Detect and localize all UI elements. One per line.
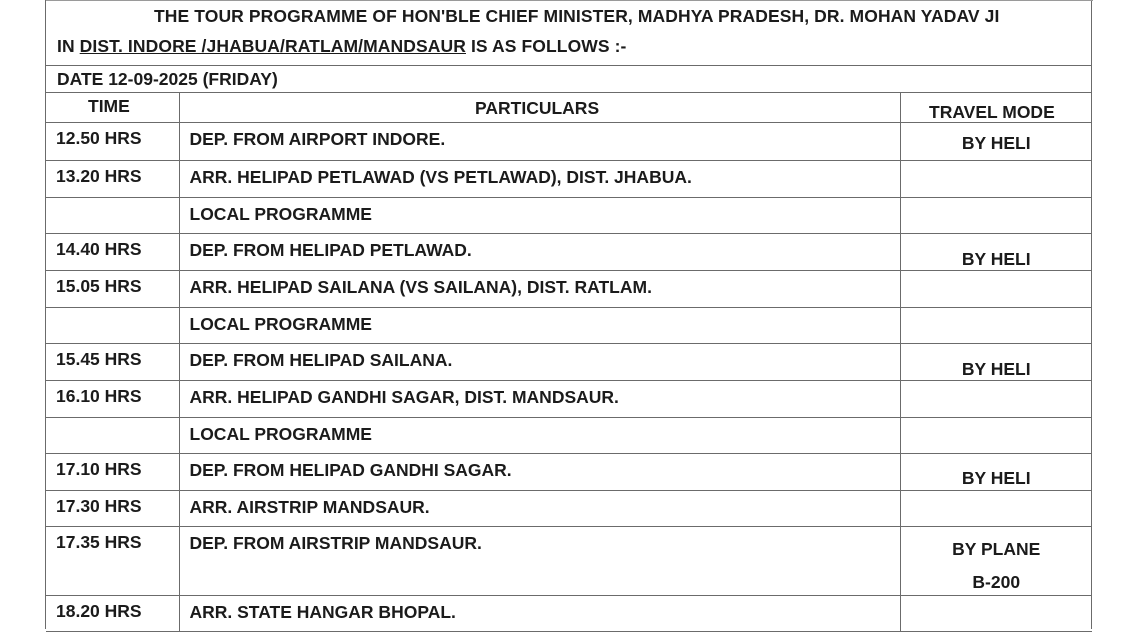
document-header <box>46 0 1091 66</box>
schedule-time: 17.10 HRS <box>46 453 179 490</box>
schedule-travel-mode <box>900 417 1092 453</box>
schedule-travel-mode <box>900 197 1092 233</box>
schedule-time: 16.10 HRS <box>46 380 179 417</box>
travel-mode-label: BY HELI <box>961 248 1031 269</box>
schedule-time <box>46 417 179 453</box>
schedule-time: 12.50 HRS <box>46 123 179 160</box>
column-header-particulars-label: PARTICULARS <box>475 98 600 118</box>
schedule-row <box>46 595 1092 631</box>
schedule-particulars: ARR. HELIPAD GANDHI SAGAR, DIST. MANDSAUR. <box>179 380 900 417</box>
schedule-travel-mode <box>900 270 1092 307</box>
schedule-particulars: LOCAL PROGRAMME <box>179 197 900 233</box>
schedule-time: 13.20 HRS <box>46 160 179 197</box>
column-header-time <box>46 93 179 123</box>
column-divider <box>900 93 901 123</box>
column-header-particulars <box>179 93 900 123</box>
column-header-travel-mode-label: TRAVEL MODE <box>929 102 1055 122</box>
travel-mode-label: BY PLANE <box>952 538 1041 559</box>
schedule-particulars: ARR. HELIPAD SAILANA (VS SAILANA), DIST. RATLAM. <box>179 270 900 307</box>
schedule-travel-mode <box>900 233 1092 270</box>
schedule-row <box>46 233 1092 270</box>
schedule-time: 17.35 HRS <box>46 526 179 595</box>
schedule-travel-mode <box>900 343 1092 380</box>
schedule-row <box>46 123 1092 160</box>
travel-mode-label: BY HELI <box>961 467 1031 488</box>
schedule-time <box>46 197 179 233</box>
schedule-travel-mode <box>900 490 1092 526</box>
schedule-travel-mode <box>900 123 1092 160</box>
schedule-travel-mode <box>900 380 1092 417</box>
header-title: THE TOUR PROGRAMME OF HON'BLE CHIEF MINISTER, MADHYA PRADESH, DR. MOHAN YADAV JI <box>154 6 1000 26</box>
schedule-particulars: ARR. HELIPAD PETLAWAD (VS PETLAWAD), DIST. JHABUA. <box>179 160 900 197</box>
schedule-travel-mode <box>900 453 1092 490</box>
schedule-travel-mode <box>900 307 1092 343</box>
schedule-time: 15.05 HRS <box>46 270 179 307</box>
schedule-time <box>46 307 179 343</box>
header-districts: DIST. INDORE /JHABUA/RATLAM/MANDSAUR <box>79 36 466 56</box>
schedule-time: 14.40 HRS <box>46 233 179 270</box>
schedule-row <box>46 160 1092 197</box>
schedule-particulars: ARR. STATE HANGAR BHOPAL. <box>179 595 900 631</box>
schedule-row <box>46 307 1092 343</box>
travel-mode-label: BY HELI <box>961 358 1031 379</box>
column-header-time-label: TIME <box>88 96 130 116</box>
schedule-travel-mode <box>900 526 1092 595</box>
schedule-row <box>46 490 1092 526</box>
schedule-particulars: DEP. FROM AIRPORT INDORE. <box>179 123 900 160</box>
schedule-particulars: DEP. FROM HELIPAD PETLAWAD. <box>179 233 900 270</box>
schedule-row <box>46 453 1092 490</box>
schedule-table <box>46 123 1092 632</box>
schedule-particulars: LOCAL PROGRAMME <box>179 417 900 453</box>
schedule-particulars: DEP. FROM HELIPAD SAILANA. <box>179 343 900 380</box>
date-line <box>46 66 1091 93</box>
schedule-particulars: ARR. AIRSTRIP MANDSAUR. <box>179 490 900 526</box>
column-header-travel-mode <box>900 93 1092 123</box>
schedule-row <box>46 380 1092 417</box>
schedule-particulars: LOCAL PROGRAMME <box>179 307 900 343</box>
schedule-row <box>46 197 1092 233</box>
header-suffix: IS AS FOLLOWS :- <box>466 36 627 56</box>
schedule-travel-mode <box>900 160 1092 197</box>
schedule-row <box>46 270 1092 307</box>
schedule-travel-mode <box>900 595 1092 631</box>
schedule-time: 18.20 HRS <box>46 595 179 631</box>
schedule-row <box>46 417 1092 453</box>
tour-programme-document <box>45 0 1092 629</box>
schedule-time: 17.30 HRS <box>46 490 179 526</box>
schedule-particulars: DEP. FROM AIRSTRIP MANDSAUR. <box>179 526 900 595</box>
travel-mode-label: BY HELI <box>961 133 1031 153</box>
column-divider <box>179 93 180 123</box>
travel-mode-aircraft: B-200 <box>972 571 1021 592</box>
schedule-particulars: DEP. FROM HELIPAD GANDHI SAGAR. <box>179 453 900 490</box>
schedule-row <box>46 526 1092 595</box>
header-prefix: IN <box>57 36 80 56</box>
schedule-row <box>46 343 1092 380</box>
header-subtitle <box>57 36 626 57</box>
date-text: DATE 12-09-2025 (FRIDAY) <box>57 69 278 89</box>
schedule-time: 15.45 HRS <box>46 343 179 380</box>
